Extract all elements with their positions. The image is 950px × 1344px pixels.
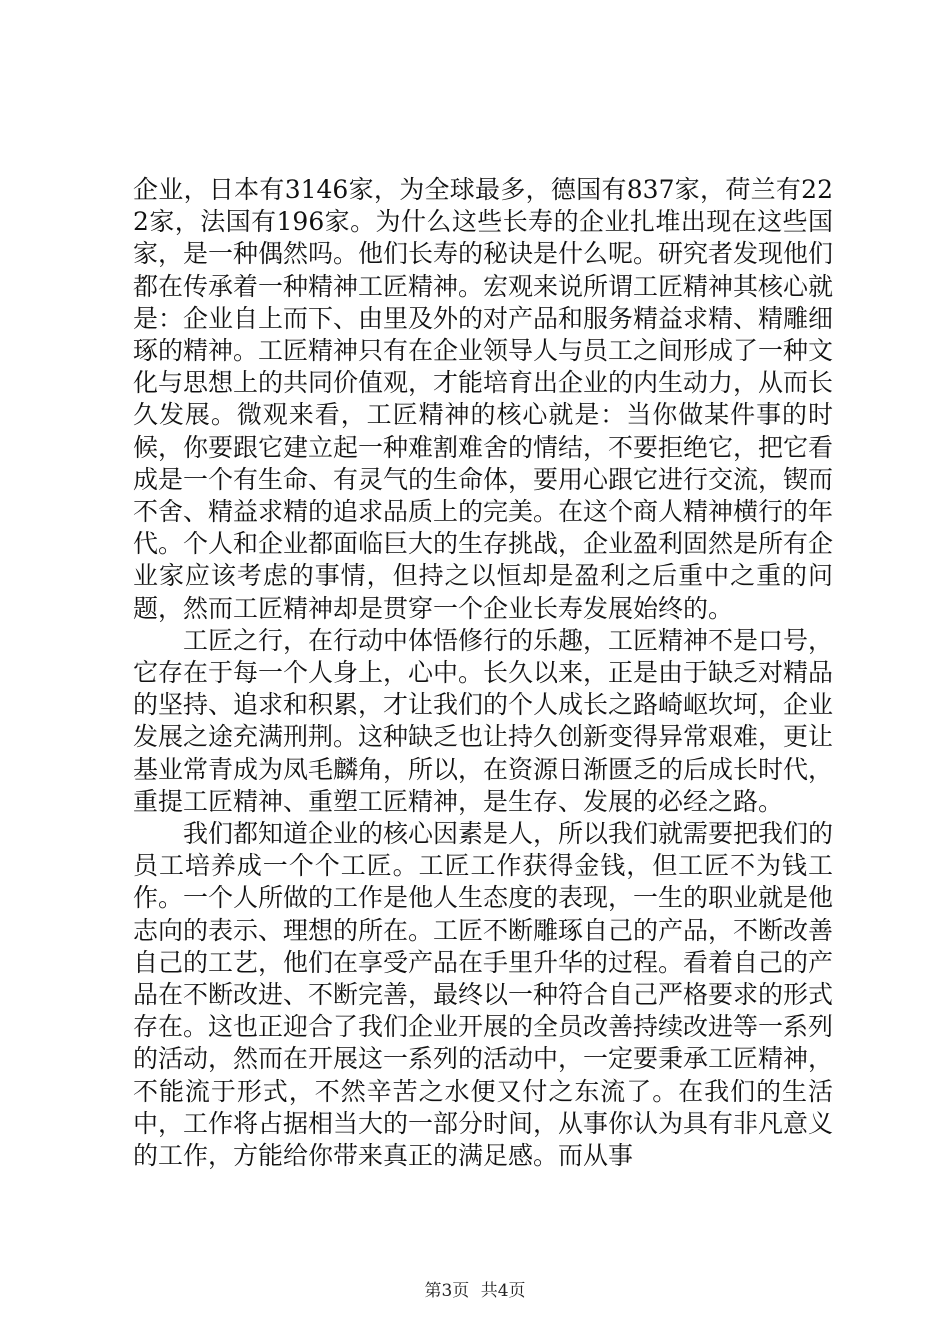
page-total: 共4页 <box>480 1281 526 1301</box>
page-footer <box>0 1276 950 1301</box>
document-body <box>133 174 833 1172</box>
paragraph-3: 我们都知道企业的核心因素是人，所以我们就需要把我们的员工培养成一个个工匠。工匠工作获得金钱，但工匠不为钱工作。一个人所做的工作是他人生态度的表现，一生的职业就是他志向的表示、理想的所在。工匠不断雕琢自己的产品，不断改善自己的工艺，他们在享受产品在手里升华的过程。看着自己的产品在不断改进、不断完善，最终以一种符合自己严格要求的形式存在。这也正迎合了我们企业开展的全员改善持续改进等一系列的活动，然而在开展这一系列的活动中，一定要秉承工匠精神，不能流于形式，不然辛苦之水便又付之东流了。在我们的生活中，工作将占据相当大的一部分时间，从事你认为具有非凡意义的工作，方能给你带来真正的满足感。而从事 <box>133 819 834 1171</box>
paragraph-1: 企业，日本有3146家，为全球最多，德国有837家，荷兰有222家，法国有196家。为什么这些长寿的企业扎堆出现在这些国家，是一种偶然吗。他们长寿的秘诀是什么呢。研究者发现他们都在传承着一种精神工匠精神。宏观来说所谓工匠精神其核心就是：企业自上而下、由里及外的对产品和服务精益求精、精雕细琢的精神。工匠精神只有在企业领导人与员工之间形成了一种文化与思想上的共同价值观，才能培育出企业的内生动力，从而长久发展。微观来看，工匠精神的核心就是：当你做某件事的时候，你要跟它建立起一种难割难舍的情结，不要拒绝它，把它看成是一个有生命、有灵气的生命体，要用心跟它进行交流，锲而不舍、精益求精的追求品质上的完美。在这个商人精神横行的年代。个人和企业都面临巨大的生存挑战，企业盈利固然是所有企业家应该考虑的事情，但持之以恒却是盈利之后重中之重的问题，然而工匠精神却是贯穿一个企业长寿发展始终的。 <box>133 175 834 623</box>
page-number: 第3页 <box>424 1281 470 1301</box>
paragraph-2: 工匠之行，在行动中体悟修行的乐趣，工匠精神不是口号，它存在于每一个人身上，心中。长久以来，正是由于缺乏对精品的坚持、追求和积累，才让我们的个人成长之路崎岖坎坷，企业发展之途充满刑荆。这种缺乏也让持久创新变得异常艰难，更让基业常青成为凤毛麟角，所以，在资源日渐匮乏的后成长时代，重提工匠精神、重塑工匠精神，是生存、发展的必经之路。 <box>133 625 834 816</box>
